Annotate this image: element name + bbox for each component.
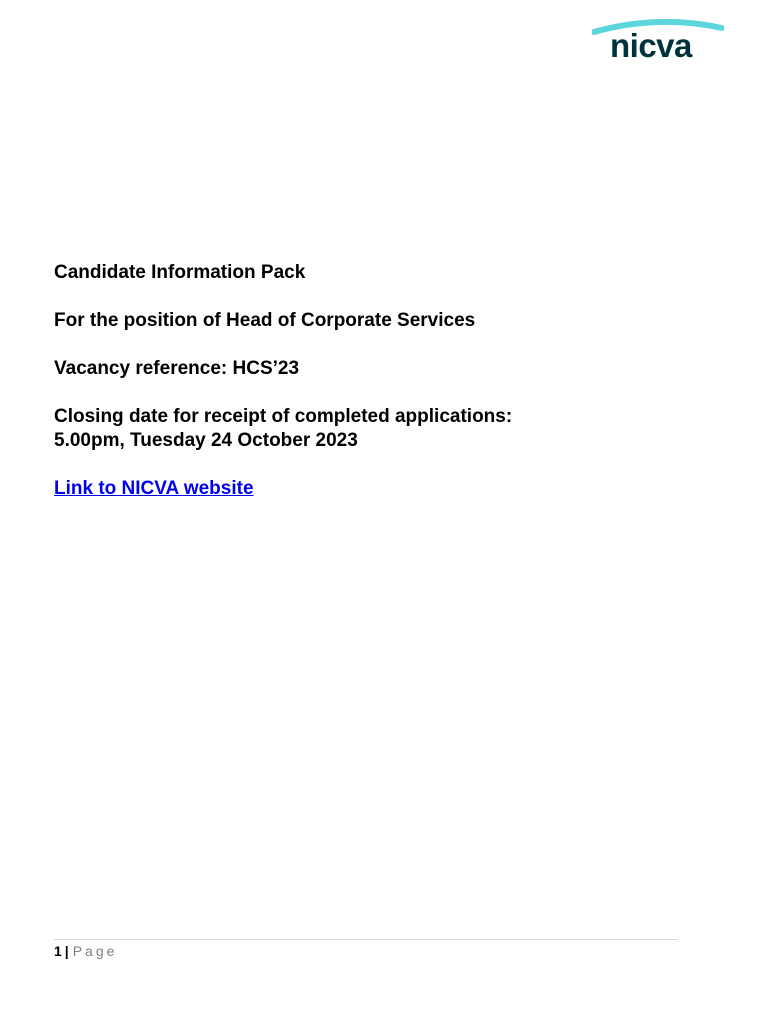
page-number: 1	[54, 943, 62, 959]
closing-date-label: Closing date for receipt of completed applications:	[54, 406, 513, 427]
page-label: Page	[72, 943, 118, 959]
cover-content	[54, 261, 674, 501]
vacancy-reference: Vacancy reference: HCS’23	[54, 358, 300, 379]
position-line: For the position of Head of Corporate Services	[54, 310, 476, 331]
footer-divider	[54, 939, 678, 940]
logo-wordmark: nicva	[610, 27, 692, 64]
document-title: Candidate Information Pack	[54, 262, 306, 283]
nicva-website-link[interactable]: Link to NICVA website	[54, 478, 254, 499]
closing-date-value: 5.00pm, Tuesday 24 October 2023	[54, 430, 358, 451]
footer-separator: |	[64, 943, 69, 959]
page-footer	[54, 941, 117, 961]
nicva-logo	[592, 18, 724, 62]
